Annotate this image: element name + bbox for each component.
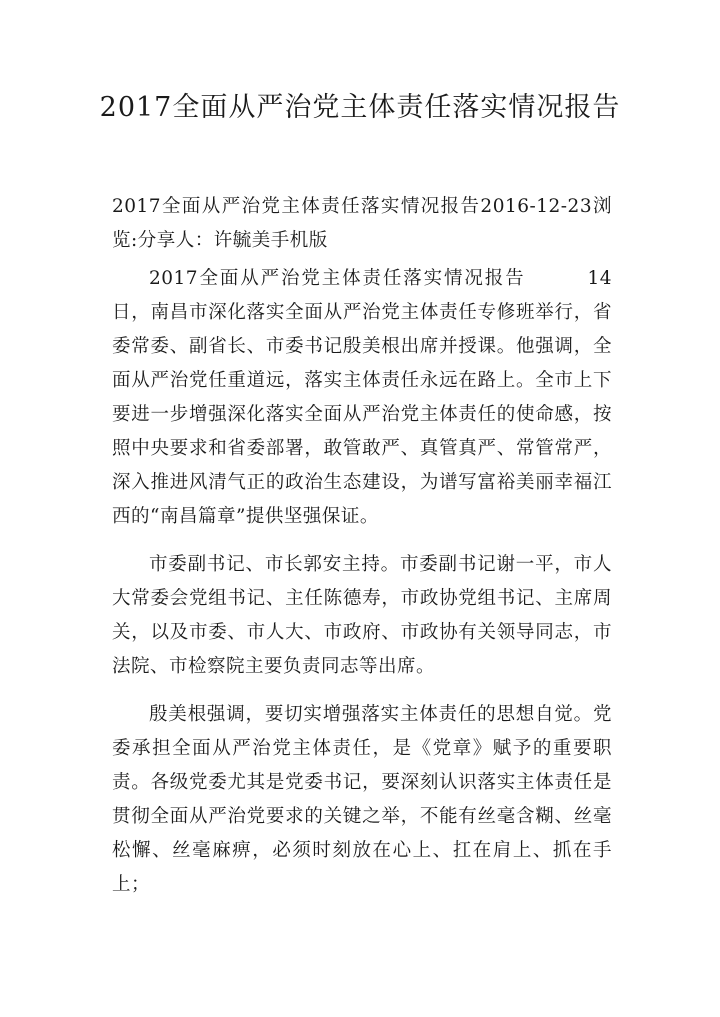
paragraph-1-lead: 2017全面从严治党主体责任落实情况报告 [149,268,526,289]
document-body [112,190,612,902]
paragraph-2: 市委副书记、市长郭安主持。市委副书记谢一平，市人大常委会党组书记、主任陈德寿，市政协党组书记、主席周关，以及市委、市人大、市政府、市政协有关领导同志，市法院、市检察院主要负责同志等出席。 [112,554,612,677]
paragraph-3: 殷美根强调，要切实增强落实主体责任的思想自觉。党委承担全面从严治党主体责任，是《党章》赋予的重要职责。各级党委尤其是党委书记，要深刻认识落实主体责任是贯彻全面从严治党要求的关键之举，不能有丝毫含糊、丝毫松懈、丝毫麻痹，必须时刻放在心上、扛在肩上、抓在手上； [112,704,612,895]
meta-line: 2017全面从严治党主体责任落实情况报告2016-12-23浏览:分享人：许毓美手机版 [112,196,612,251]
paragraph-1 [112,262,612,534]
paragraph-1-text: 14日，南昌市深化落实全面从严治党主体责任专修班举行，省委常委、副省长、市委书记殷美根出席并授课。他强调，全面从严治党任重道远，落实主体责任永远在路上。全市上下要进一步增强深化落实全面从严治党主体责任的使命感，按照中央要求和省委部署，敢管敢严、真管真严、常管常严，深入推进风清气正的政治生态建设，为谱写富裕美丽幸福江西的“南昌篇章”提供坚强保证。 [112,268,612,527]
document-title: 2017全面从严治党主体责任落实情况报告 [99,92,621,123]
